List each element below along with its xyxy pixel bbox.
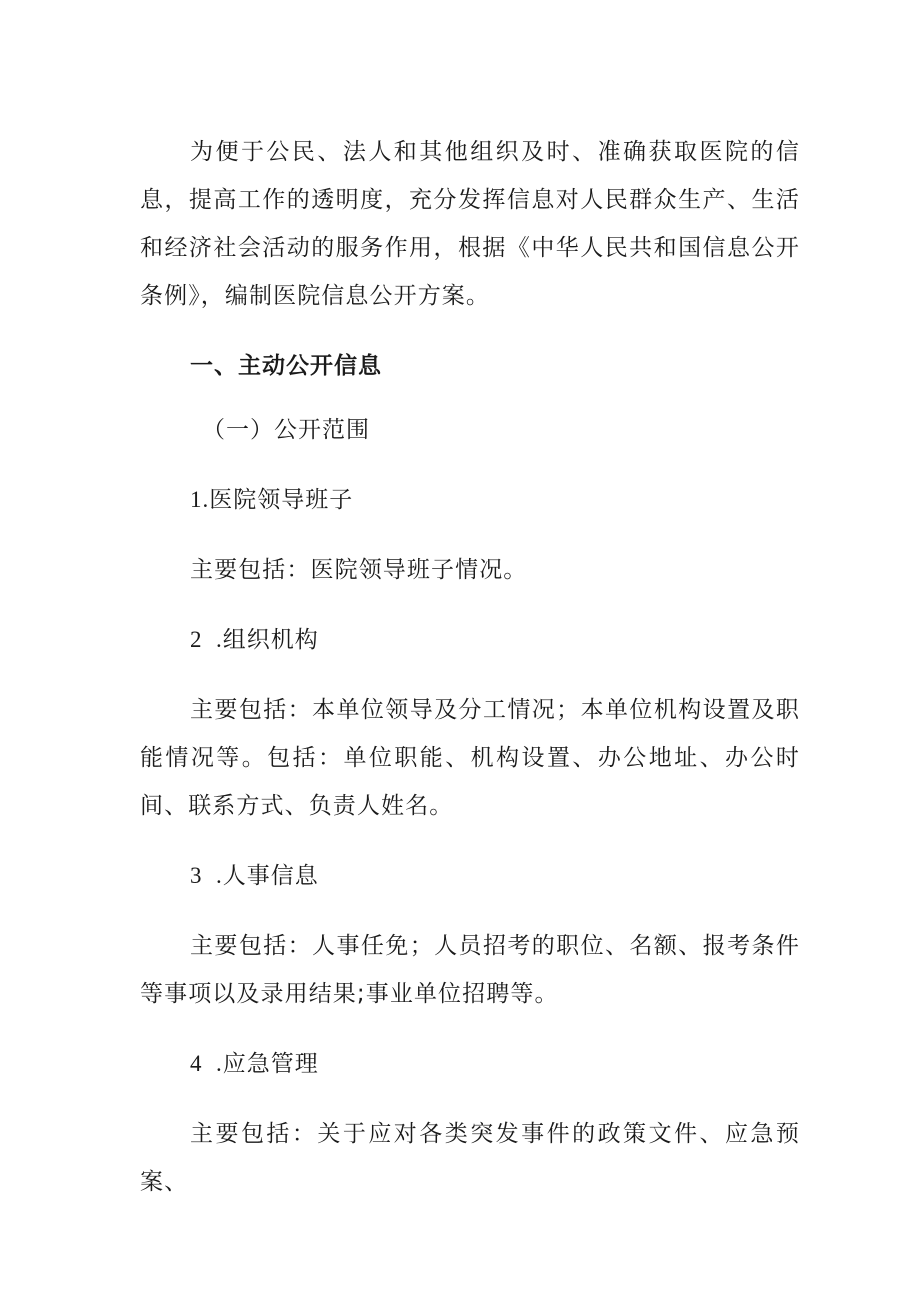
- heading-level-1: 一、主动公开信息: [190, 353, 382, 379]
- section-body-2: 主要包括：本单位领导及分工情况；本单位机构设置及职能情况等。包括：单位职能、机构设置、办公地址、办公时间、联系方式、负责人姓名。: [140, 697, 800, 819]
- section-number: 4 .: [190, 1051, 223, 1076]
- intro-paragraph: 为便于公民、法人和其他组织及时、准确获取医院的信息，提高工作的透明度，充分发挥信息对人民群众生产、生活和经济社会活动的服务作用，根据《中华人民共和国信息公开条例》，编制医院信息公开方案。: [140, 139, 800, 309]
- document-content: [140, 128, 800, 1228]
- section-heading-3: [140, 852, 800, 900]
- section-title: 人事信息: [222, 863, 319, 889]
- section-title: 医院领导班子: [209, 487, 354, 513]
- section-number: 2 .: [190, 627, 223, 652]
- section-body-3: 主要包括：人事任免；人员招考的职位、名额、报考条件等事项以及录用结果;事业单位招聘等。: [140, 933, 800, 1007]
- section-title: 组织机构: [222, 627, 319, 653]
- section-number: 1.: [190, 487, 210, 512]
- section-number: 3 .: [190, 863, 223, 888]
- section-heading-1: [140, 476, 800, 524]
- section-body-4: 主要包括：关于应对各类突发事件的政策文件、应急预案、: [140, 1121, 800, 1195]
- section-body-1: 主要包括：医院领导班子情况。: [190, 557, 528, 583]
- heading-level-2: （一）公开范围: [202, 417, 370, 443]
- section-heading-2: [140, 616, 800, 664]
- section-heading-4: [140, 1040, 800, 1088]
- section-title: 应急管理: [222, 1051, 319, 1077]
